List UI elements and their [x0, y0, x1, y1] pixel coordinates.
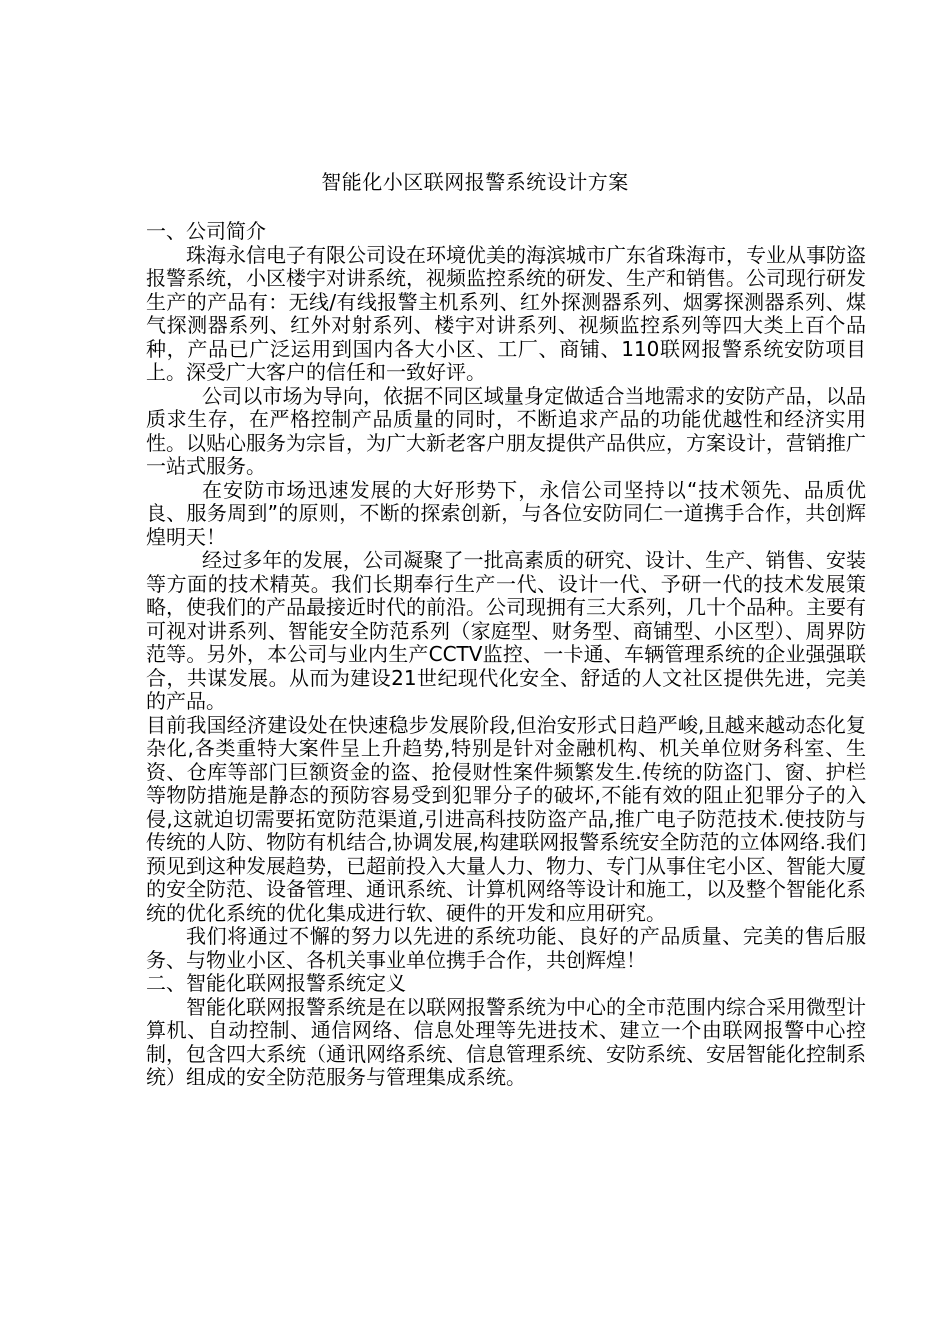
paragraph-development-principle: 在安防市场迅速发展的大好形势下，永信公司坚持以“技术领先、品质优良、服务周到”的原则，不断的探索创新，与各位安防同仁一道携手合作，共创辉煌明天！	[146, 477, 866, 549]
paragraph-cooperation: 我们将通过不懈的努力以先进的系统功能、良好的产品质量、完美的售后服务、与物业小区、各机关事业单位携手合作，共创辉煌！	[146, 924, 866, 972]
paragraph-system-definition: 智能化联网报警系统是在以联网报警系统为中心的全市范围内综合采用微型计算机、自动控制、通信网络、信息处理等先进技术、建立一个由联网报警中心控制，包含四大系统（通讯网络系统、信息管理系统、安防系统、安居智能化控制系统）组成的安全防范服务与管理集成系统。	[146, 994, 866, 1089]
document-body	[146, 220, 866, 1090]
paragraph-market-orientation: 公司以市场为导向，依据不同区域量身定做适合当地需求的安防产品，以品质求生存，在严格控制产品质量的同时，不断追求产品的功能优越性和经济实用性。以贴心服务为宗旨，为广大新老客户朋友提供产品供应，方案设计，营销推广一站式服务。	[146, 383, 866, 478]
paragraph-security-situation: 目前我国经济建设处在快速稳步发展阶段,但治安形式日趋严峻,且越来越动态化复杂化,各类重特大案件呈上升趋势,特别是针对金融机构、机关单位财务科室、生资、仓库等部门巨额资金的盗、抢侵财性案件频繁发生.传统的防盗门、窗、护栏等物防措施是静态的预防容易受到犯罪分子的破坏,不能有效的阻止犯罪分子的入侵,这就迫切需要拓宽防范渠道,引进高科技防盗产品,推广电子防范技术.使技防与传统的人防、物防有机结合,协调发展,构建联网报警系统安全防范的立体网络.我们预见到这种发展趋势，已超前投入大量人力、物力、专门从事住宅小区、智能大厦的安全防范、设备管理、通讯系统、计算机网络等设计和施工，以及整个智能化系统的优化系统的优化集成进行软、硬件的开发和应用研究。	[146, 712, 866, 925]
section-heading-company-intro: 一、公司简介	[146, 219, 266, 243]
document-title: 智能化小区联网报警系统设计方案	[321, 170, 629, 194]
paragraph-company-profile: 珠海永信电子有限公司设在环境优美的海滨城市广东省珠海市，专业从事防盗报警系统，小区楼宇对讲系统，视频监控系统的研发、生产和销售。公司现行研发生产的产品有：无线/有线报警主机系列、红外探测器系列、烟雾探测器系列、煤气探测器系列、红外对射系列、楼宇对讲系列、视频监控系列等四大类上百个品种，产品已广泛运用到国内各大小区、工厂、商铺、110联网报警系统安防项目上。深受广大客户的信任和一致好评。	[146, 242, 866, 384]
paragraph-technical-team: 经过多年的发展，公司凝聚了一批高素质的研究、设计、生产、销售、安装等方面的技术精英。我们长期奉行生产一代、设计一代、予研一代的技术发展策略，使我们的产品最接近时代的前沿。公司现拥有三大系列，几十个品种。主要有可视对讲系列、智能安全防范系列（家庭型、财务型、商铺型、小区型）、周界防范等。另外，本公司与业内生产CCTV监控、一卡通、车辆管理系统的企业强强联合，共谋发展。从而为建设21世纪现代化安全、舒适的人文社区提供先进，完美的产品。	[146, 548, 866, 713]
section-heading-system-definition: 二、智能化联网报警系统定义	[146, 971, 406, 995]
